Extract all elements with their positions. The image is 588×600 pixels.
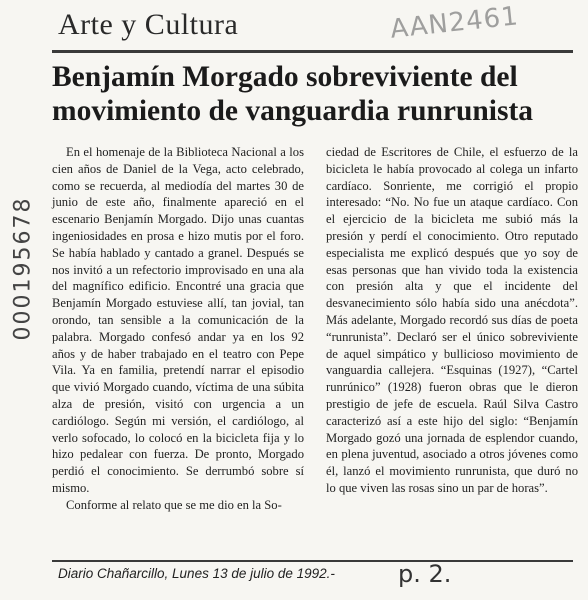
article-column-left bbox=[52, 144, 304, 554]
article-title: Benjamín Morgado sobreviviente del movimiento de vanguardia runrunista bbox=[52, 61, 534, 127]
handwritten-side-number-container bbox=[5, 178, 41, 358]
handwritten-archive-code: AAN2461 bbox=[388, 1, 521, 45]
section-header: Arte y Cultura bbox=[58, 8, 239, 41]
article-body bbox=[52, 144, 578, 554]
article-paragraph: En el homenaje de la Biblioteca Nacional a los cien años de Daniel de la Vega, acto celebrado, como se recuerda, al mediodía del martes 30 de junio de este año, finalmente apareció en el escenario Benjamín Morgado. Dijo unas cuantas ingeniosidades en prosa e hizo mutis por el foro. Se había hablado y cantado a granel. Después se nos invitó a un refectorio improvisado en una ala del magnífico edificio. Encontré una gracia que Benjamín Morgado estuviese allí, tan jovial, tan orondo, tan sensible a la comunicación de la palabra. Morgado confesó andar ya en los 92 años y de haber trabajado en el teatro con Pepe Vila. Ya en familia, pretendí narrar el episodio que vivió Morgado cuando, víctima de una súbita alza de presión, visitó con urgencia a un cardiólogo. Según mi versión, el cardiólogo, al verlo sofocado, lo colocó en la bicicleta fija y lo hizo pedalear con fuerza. De pronto, Morgado perdió el conocimiento. Se derrumbó sobre sí mismo. bbox=[52, 145, 304, 495]
handwritten-side-number: 000195678 bbox=[10, 196, 36, 340]
handwritten-page-number: p. 2. bbox=[398, 560, 452, 588]
source-citation: Diario Chañarcillo, Lunes 13 de julio de 1992.- bbox=[58, 566, 335, 581]
article-paragraph: ciedad de Escritores de Chile, el esfuerzo de la bicicleta le había provocado al colega un infarto cardíaco. Sonriente, me corrigió el propio interesado: “No. No fue un ataque cardíaco. Con el ejercicio de la bicicleta me subió más la presión y perdí el conocimiento. Otro reputado especialista me explicó después que yo soy de esas personas que han vivido toda la existencia con presión alta y que el incidente del desvanecimiento sólo había sido una anécdota”. Más adelante, Morgado recordó sus días de poeta “runrunista”. Declaró ser el único sobreviviente de aquel simpático y bullicioso movimiento de vanguardia callejera. “Esquinas (1927), “Cartel runrúnico” (1928) fueron obras que le dieron prestigio de jefe de escuela. Raúl Silva Castro caracterizó así a este hijo del siglo: “Benjamín Morgado gozó una jornada de esplendor cuando, en plena juventud, asociado a otros jóvenes como él, lanzó el movimiento runrunista, que duró no lo que viven las rosas sino un par de horas”. bbox=[326, 145, 578, 495]
article-paragraph: Conforme al relato que se me dio en la So- bbox=[66, 497, 282, 512]
footer-divider bbox=[52, 560, 573, 562]
section-divider bbox=[52, 50, 573, 53]
article-column-right bbox=[326, 144, 578, 554]
